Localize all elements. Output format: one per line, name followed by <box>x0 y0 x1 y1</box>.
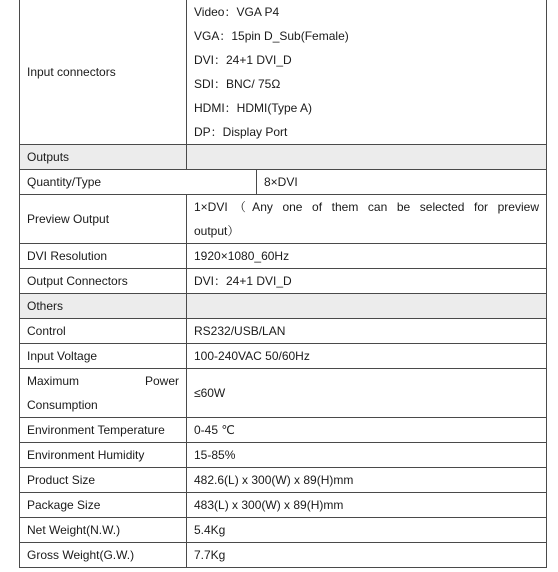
product-size-value: 482.6(L) x 300(W) x 89(H)mm <box>187 468 547 493</box>
input-connector-vga: VGA：15pin D_Sub(Female) <box>194 29 349 43</box>
control-label: Control <box>20 319 187 344</box>
package-size-label: Package Size <box>20 493 187 518</box>
input-voltage-value: 100-240VAC 50/60Hz <box>187 344 547 369</box>
preview-output-line1: 1×DVI（Any one of them can be selected for preview <box>194 200 539 214</box>
others-section-label: Others <box>20 294 187 319</box>
input-connectors-label: Input connectors <box>20 0 187 145</box>
table-row-quantity-type <box>20 170 547 195</box>
preview-output-label: Preview Output <box>20 195 187 244</box>
table-row-control <box>20 319 547 344</box>
max-power-label-line1: Maximum Power <box>27 374 179 388</box>
dvi-resolution-value: 1920×1080_60Hz <box>187 244 547 269</box>
quantity-type-value: 8×DVI <box>257 170 547 195</box>
table-row-input-connectors <box>20 0 547 145</box>
input-connector-video: Video：VGA P4 <box>194 5 280 19</box>
dvi-resolution-label: DVI Resolution <box>20 244 187 269</box>
table-row-input-voltage <box>20 344 547 369</box>
table-row-output-connectors <box>20 269 547 294</box>
outputs-section-label: Outputs <box>20 145 187 170</box>
env-humidity-value: 15-85% <box>187 443 547 468</box>
table-row-product-size <box>20 468 547 493</box>
input-connector-sdi: SDI：BNC/ 75Ω <box>194 77 281 91</box>
output-connectors-label: Output Connectors <box>20 269 187 294</box>
gross-weight-value: 7.7Kg <box>187 543 547 568</box>
input-connector-dvi: DVI：24+1 DVI_D <box>194 53 292 67</box>
package-size-value: 483(L) x 300(W) x 89(H)mm <box>187 493 547 518</box>
gross-weight-label: Gross Weight(G.W.) <box>20 543 187 568</box>
preview-output-value <box>187 195 547 244</box>
table-row-gross-weight <box>20 543 547 568</box>
table-row-dvi-resolution <box>20 244 547 269</box>
net-weight-label: Net Weight(N.W.) <box>20 518 187 543</box>
spec-sheet <box>19 0 546 568</box>
outputs-section-blank <box>187 145 547 170</box>
specifications-table <box>19 0 547 568</box>
others-section-blank <box>187 294 547 319</box>
control-value: RS232/USB/LAN <box>187 319 547 344</box>
max-power-value: ≤60W <box>187 369 547 418</box>
max-power-label-line2: Consumption <box>27 398 98 412</box>
net-weight-value: 5.4Kg <box>187 518 547 543</box>
input-connector-dp: DP：Display Port <box>194 125 288 139</box>
preview-output-line2: output） <box>194 224 240 238</box>
table-row-preview-output <box>20 195 547 244</box>
table-row-env-humidity <box>20 443 547 468</box>
table-row-max-power <box>20 369 547 418</box>
section-row-others <box>20 294 547 319</box>
table-row-net-weight <box>20 518 547 543</box>
table-row-package-size <box>20 493 547 518</box>
env-temperature-value: 0-45 ℃ <box>187 418 547 443</box>
input-voltage-label: Input Voltage <box>20 344 187 369</box>
max-power-label <box>20 369 187 418</box>
table-row-env-temperature <box>20 418 547 443</box>
quantity-type-label: Quantity/Type <box>20 170 257 195</box>
input-connector-hdmi: HDMI：HDMI(Type A) <box>194 101 313 115</box>
env-humidity-label: Environment Humidity <box>20 443 187 468</box>
section-row-outputs <box>20 145 547 170</box>
input-connectors-values <box>187 0 547 145</box>
product-size-label: Product Size <box>20 468 187 493</box>
output-connectors-value: DVI：24+1 DVI_D <box>187 269 547 294</box>
env-temperature-label: Environment Temperature <box>20 418 187 443</box>
